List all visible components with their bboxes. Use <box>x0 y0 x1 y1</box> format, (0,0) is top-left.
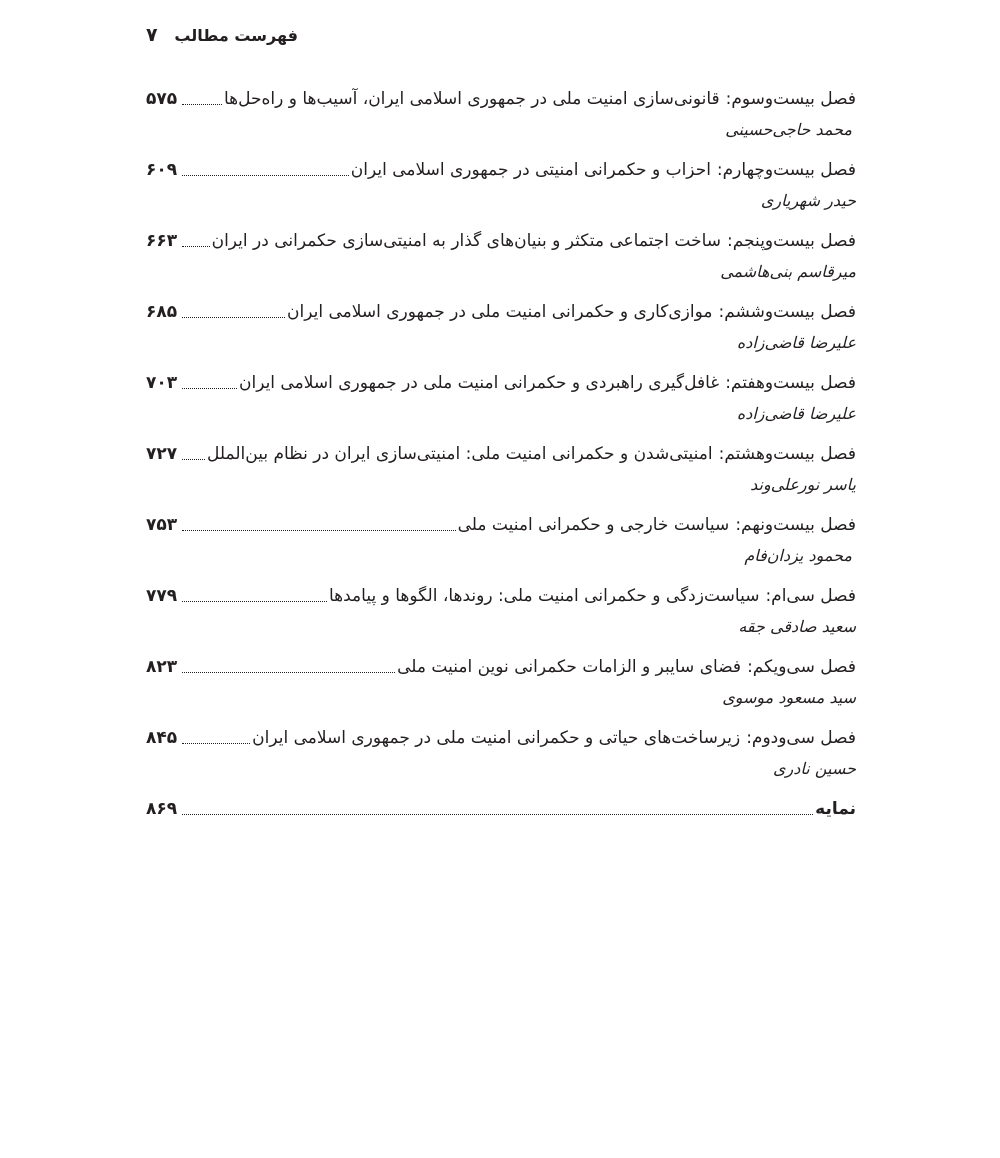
chapter-author: میرقاسم بنی‌هاشمی <box>720 262 856 281</box>
chapter-title: قانونی‌سازی امنیت ملی در جمهوری اسلامی ایران، آسیب‌ها و راه‌حل‌ها <box>223 89 720 109</box>
dot-leader <box>182 104 222 105</box>
dot-leader <box>182 672 395 673</box>
dot-leader <box>182 246 210 247</box>
chapter-author: علیرضا قاضی‌زاده <box>736 404 856 423</box>
chapter-author: محمود یزدان‌فام <box>744 546 852 565</box>
page-number: ۶۰۹ <box>146 160 178 180</box>
chapter-title: سیاست‌زدگی و حکمرانی امنیت ملی: روندها، الگوها و پیامدها <box>328 586 760 606</box>
entry-title <box>329 583 856 609</box>
chapter-label: فصل بیست‌وسوم: <box>725 89 856 109</box>
dot-leader <box>182 530 456 531</box>
page-number: ۵۷۵ <box>146 89 178 109</box>
index-title: نمایه <box>815 799 856 819</box>
chapter-author: حیدر شهریاری <box>760 191 856 210</box>
page-number: ۸۲۳ <box>146 657 178 677</box>
entry-title <box>207 441 856 467</box>
toc-entry <box>146 76 856 147</box>
page-number: ۶۸۵ <box>146 302 178 322</box>
chapter-label: فصل بیست‌وهفتم: <box>725 373 856 393</box>
entry-title <box>287 299 856 325</box>
toc-entry <box>146 644 856 715</box>
page-number: ۷۰۳ <box>146 373 178 393</box>
entry-title <box>351 157 856 183</box>
page-number: ۸۶۹ <box>146 799 178 819</box>
chapter-author: یاسر نورعلی‌وند <box>750 475 856 494</box>
entry-title <box>224 86 856 112</box>
toc-entry <box>146 289 856 360</box>
chapter-label: فصل بیست‌وپنجم: <box>727 231 856 251</box>
page-number: ۷۷۹ <box>146 586 178 606</box>
toc-entry <box>146 431 856 502</box>
chapter-label: فصل بیست‌وششم: <box>718 302 856 322</box>
chapter-title: احزاب و حکمرانی امنیتی در جمهوری اسلامی ایران <box>350 160 711 180</box>
dot-leader <box>182 601 327 602</box>
dot-leader <box>182 388 237 389</box>
chapter-title: امنیتی‌شدن و حکمرانی امنیت ملی: امنیتی‌سازی ایران در نظام بین‌الملل <box>207 444 713 464</box>
chapter-author: محمد حاجی‌حسینی <box>725 120 852 139</box>
page-number: ۷۲۷ <box>146 444 178 464</box>
chapter-title: ساخت اجتماعی متکثر و بنیان‌های گذار به امنیتی‌سازی حکمرانی در ایران <box>211 231 722 251</box>
toc-entry <box>146 573 856 644</box>
toc-entry <box>146 360 856 431</box>
chapter-label: فصل سی‌ویکم: <box>747 657 856 677</box>
chapter-author: علیرضا قاضی‌زاده <box>736 333 856 352</box>
page-number: ۶۶۳ <box>146 231 178 251</box>
chapter-title: فضای سایبر و الزامات حکمرانی نوین امنیت ملی <box>397 657 742 677</box>
chapter-label: فصل سی‌ودوم: <box>746 728 856 748</box>
toc-index-entry <box>146 786 856 822</box>
chapter-author: حسین نادری <box>773 759 856 778</box>
toc-entry <box>146 715 856 786</box>
chapter-title: غافل‌گیری راهبردی و حکمرانی امنیت ملی در جمهوری اسلامی ایران <box>238 373 720 393</box>
chapter-title: زیرساخت‌های حیاتی و حکمرانی امنیت ملی در جمهوری اسلامی ایران <box>252 728 741 748</box>
chapter-title: سیاست خارجی و حکمرانی امنیت ملی <box>457 515 730 535</box>
chapter-author: سعید صادقی جقه <box>738 617 856 636</box>
chapter-title: موازی‌کاری و حکمرانی امنیت ملی در جمهوری اسلامی ایران <box>287 302 713 322</box>
entry-title <box>212 228 856 254</box>
entry-title <box>458 512 856 538</box>
running-header <box>146 18 298 52</box>
dot-leader <box>182 175 349 176</box>
toc-entry <box>146 502 856 573</box>
header-page-number: ۷ <box>146 24 158 46</box>
chapter-author: سید مسعود موسوی <box>722 688 856 707</box>
chapter-label: فصل بیست‌وچهارم: <box>716 160 856 180</box>
chapter-label: فصل بیست‌ونهم: <box>735 515 856 535</box>
table-of-contents <box>146 76 856 822</box>
dot-leader <box>182 317 285 318</box>
dot-leader <box>182 459 205 460</box>
chapter-label: فصل بیست‌وهشتم: <box>718 444 856 464</box>
entry-title <box>252 725 856 751</box>
entry-title <box>397 654 856 680</box>
toc-entry <box>146 147 856 218</box>
dot-leader <box>182 814 813 815</box>
page-number: ۷۵۳ <box>146 515 178 535</box>
dot-leader <box>182 743 250 744</box>
entry-title <box>239 370 856 396</box>
toc-entry <box>146 218 856 289</box>
header-title: فهرست مطالب <box>174 25 298 45</box>
page-number: ۸۴۵ <box>146 728 178 748</box>
chapter-label: فصل سی‌ام: <box>765 586 856 606</box>
